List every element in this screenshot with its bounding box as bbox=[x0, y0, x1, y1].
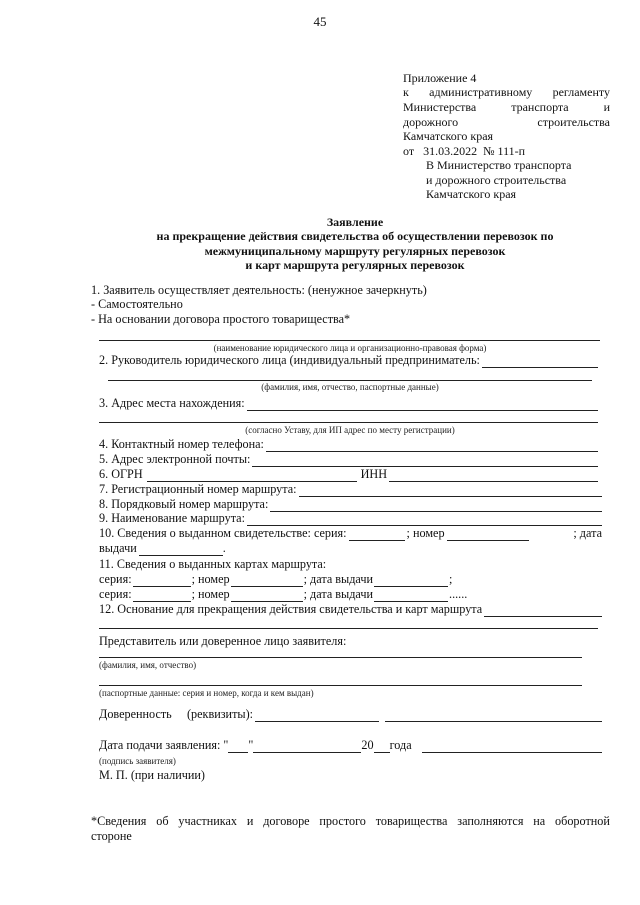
head-name-field-2[interactable] bbox=[108, 380, 592, 381]
poa-field-2[interactable] bbox=[385, 709, 602, 722]
item-8-row bbox=[99, 497, 602, 512]
route-name-field[interactable] bbox=[247, 513, 602, 526]
addressee-line-1: В Министерство транспорта bbox=[426, 158, 572, 172]
date-year-field[interactable] bbox=[374, 741, 390, 753]
representative-passport-field[interactable] bbox=[99, 685, 582, 686]
item-2-label: 2. Руководитель юридического лица (индивидуальный предприниматель: bbox=[99, 353, 480, 367]
certificate-series-field[interactable] bbox=[349, 529, 405, 541]
org-name-caption: (наименование юридического лица и организационно-правовая форма) bbox=[213, 343, 487, 353]
org-name-field[interactable] bbox=[99, 340, 600, 341]
appendix-word: административному bbox=[429, 85, 533, 99]
card-number-field-2[interactable] bbox=[231, 590, 303, 602]
appendix-line-4 bbox=[403, 115, 610, 130]
item-3-row bbox=[99, 396, 598, 411]
item-10-period: . bbox=[222, 541, 226, 555]
title-line-3: межмуниципальному маршруту регулярных перевозок bbox=[204, 244, 506, 258]
title-line-1: Заявление bbox=[326, 215, 384, 229]
signature-caption: (подпись заявителя) bbox=[99, 756, 176, 766]
footnote-word: участниках bbox=[178, 814, 238, 828]
card-date-field-1[interactable] bbox=[374, 575, 448, 587]
item-5-row bbox=[99, 452, 598, 467]
item-4-row bbox=[99, 437, 598, 452]
head-caption: (фамилия, имя, отчество, паспортные данные) bbox=[261, 382, 439, 392]
route-reg-number-field[interactable] bbox=[299, 484, 602, 497]
item-12-row bbox=[99, 602, 602, 617]
date-prefix: Дата подачи заявления: " bbox=[99, 738, 229, 752]
item-6-ogrn-label: 6. ОГРН bbox=[99, 467, 143, 481]
item-11-row-2 bbox=[99, 587, 467, 602]
item-3-label: 3. Адрес места нахождения: bbox=[99, 396, 245, 410]
card-series-field-1[interactable] bbox=[133, 575, 191, 587]
item-10-row bbox=[99, 526, 602, 541]
footnote-word: товарищества bbox=[375, 814, 448, 828]
card-row-1-end: ; bbox=[449, 572, 453, 586]
termination-reason-field[interactable] bbox=[484, 604, 602, 617]
card-series-label: серия: bbox=[99, 572, 132, 586]
item-1-option-self: - Самостоятельно bbox=[91, 297, 183, 311]
title-line-2: на прекращение действия свидетельства об осуществлении перевозок по bbox=[156, 229, 554, 243]
poa-label: Доверенность (реквизиты): bbox=[99, 707, 254, 721]
page-number: 45 bbox=[313, 14, 327, 29]
card-number-label: ; номер bbox=[191, 587, 230, 601]
footnote-word: простого bbox=[319, 814, 366, 828]
certificate-issue-date-field[interactable] bbox=[139, 544, 223, 556]
ogrn-field[interactable] bbox=[147, 470, 357, 482]
item-11-label: 11. Сведения о выданных картах маршрута: bbox=[99, 557, 327, 571]
stamp-label: М. П. (при наличии) bbox=[99, 768, 205, 782]
poa-row bbox=[99, 707, 602, 722]
representative-name-field[interactable] bbox=[99, 657, 582, 658]
date-year-word: года bbox=[389, 738, 412, 752]
item-10-date-label: ; дата bbox=[573, 526, 602, 540]
item-9-label: 9. Наименование маршрута: bbox=[99, 511, 245, 525]
card-row-2-end: ...... bbox=[449, 587, 468, 601]
card-date-label: ; дата выдачи bbox=[303, 572, 374, 586]
footnote-word: *Сведения bbox=[91, 814, 147, 828]
footnote-word: оборотной bbox=[555, 814, 610, 828]
item-4-label: 4. Контактный номер телефона: bbox=[99, 437, 264, 451]
appendix-word: и bbox=[603, 100, 610, 114]
certificate-number-field[interactable] bbox=[447, 529, 529, 541]
appendix-line-5: Камчатского края bbox=[403, 129, 494, 143]
item-6-inn-label: ИНН bbox=[360, 467, 388, 481]
representative-label: Представитель или доверенное лицо заявителя: bbox=[99, 634, 347, 648]
signature-field[interactable] bbox=[422, 740, 602, 753]
item-12-label: 12. Основание для прекращения действия свидетельства и карт маршрута bbox=[99, 602, 483, 616]
footnote-word: на bbox=[533, 814, 546, 828]
footnote-line-2: стороне bbox=[91, 829, 132, 843]
appendix-word: дорожного bbox=[403, 115, 459, 129]
item-2-row bbox=[99, 353, 598, 368]
item-7-label: 7. Регистрационный номер маршрута: bbox=[99, 482, 297, 496]
termination-reason-field-2[interactable] bbox=[99, 628, 598, 629]
card-series-field-2[interactable] bbox=[133, 590, 191, 602]
item-6-row bbox=[99, 467, 598, 482]
date-quote: " bbox=[248, 738, 254, 752]
inn-field[interactable] bbox=[389, 469, 598, 482]
date-day-field[interactable] bbox=[228, 741, 248, 753]
footnote-word: заполняются bbox=[457, 814, 524, 828]
item-11-row-1 bbox=[99, 572, 452, 587]
footnote-word: и bbox=[246, 814, 254, 828]
submission-date-row bbox=[99, 738, 602, 753]
item-10-issue-label: выдачи bbox=[99, 541, 137, 555]
date-year-prefix: 20 bbox=[361, 738, 374, 752]
addressee-line-3: Камчатского края bbox=[426, 187, 517, 201]
card-series-label: серия: bbox=[99, 587, 132, 601]
item-10-row-2 bbox=[99, 541, 226, 556]
address-field-2[interactable] bbox=[99, 422, 598, 423]
date-month-field[interactable] bbox=[253, 741, 361, 753]
item-9-row bbox=[99, 511, 602, 526]
appendix-word: строительства bbox=[537, 115, 610, 129]
appendix-line-2 bbox=[403, 85, 610, 100]
appendix-word: регламенту bbox=[552, 85, 610, 99]
item-5-label: 5. Адрес электронной почты: bbox=[99, 452, 251, 466]
item-7-row bbox=[99, 482, 602, 497]
appendix-word: к bbox=[403, 85, 409, 99]
footnote-line-1 bbox=[91, 814, 610, 829]
appendix-line-1: Приложение 4 bbox=[403, 71, 477, 85]
item-1-option-partnership: - На основании договора простого товарищества* bbox=[91, 312, 351, 326]
item-10-number-label: ; номер bbox=[406, 526, 445, 540]
representative-passport-caption: (паспортные данные: серия и номер, когда и кем выдан) bbox=[99, 688, 314, 698]
appendix-line-3 bbox=[403, 100, 610, 115]
footnote-word: договоре bbox=[263, 814, 310, 828]
address-field[interactable] bbox=[247, 398, 598, 411]
item-10-label: 10. Сведения о выданном свидетельстве: серия: bbox=[99, 526, 347, 540]
footnote-word: об bbox=[156, 814, 169, 828]
head-name-field[interactable] bbox=[482, 355, 598, 368]
card-date-field-2[interactable] bbox=[374, 590, 448, 602]
representative-name-caption: (фамилия, имя, отчество) bbox=[99, 660, 197, 670]
appendix-order: от 31.03.2022 № 111-п bbox=[403, 144, 526, 158]
item-1-label: 1. Заявитель осуществляет деятельность: (ненужное зачеркнуть) bbox=[91, 283, 427, 297]
appendix-word: Министерства bbox=[403, 100, 477, 114]
addressee-line-2: и дорожного строительства bbox=[426, 173, 567, 187]
poa-field-1[interactable] bbox=[255, 710, 379, 722]
address-caption: (согласно Уставу, для ИП адрес по месту регистрации) bbox=[245, 425, 455, 435]
card-number-field-1[interactable] bbox=[231, 575, 303, 587]
item-8-label: 8. Порядковый номер маршрута: bbox=[99, 497, 269, 511]
appendix-word: транспорта bbox=[511, 100, 569, 114]
email-field[interactable] bbox=[252, 454, 598, 467]
title-line-4: и карт маршрута регулярных перевозок bbox=[245, 258, 465, 272]
phone-field[interactable] bbox=[266, 439, 598, 452]
card-date-label: ; дата выдачи bbox=[303, 587, 374, 601]
card-number-label: ; номер bbox=[191, 572, 230, 586]
